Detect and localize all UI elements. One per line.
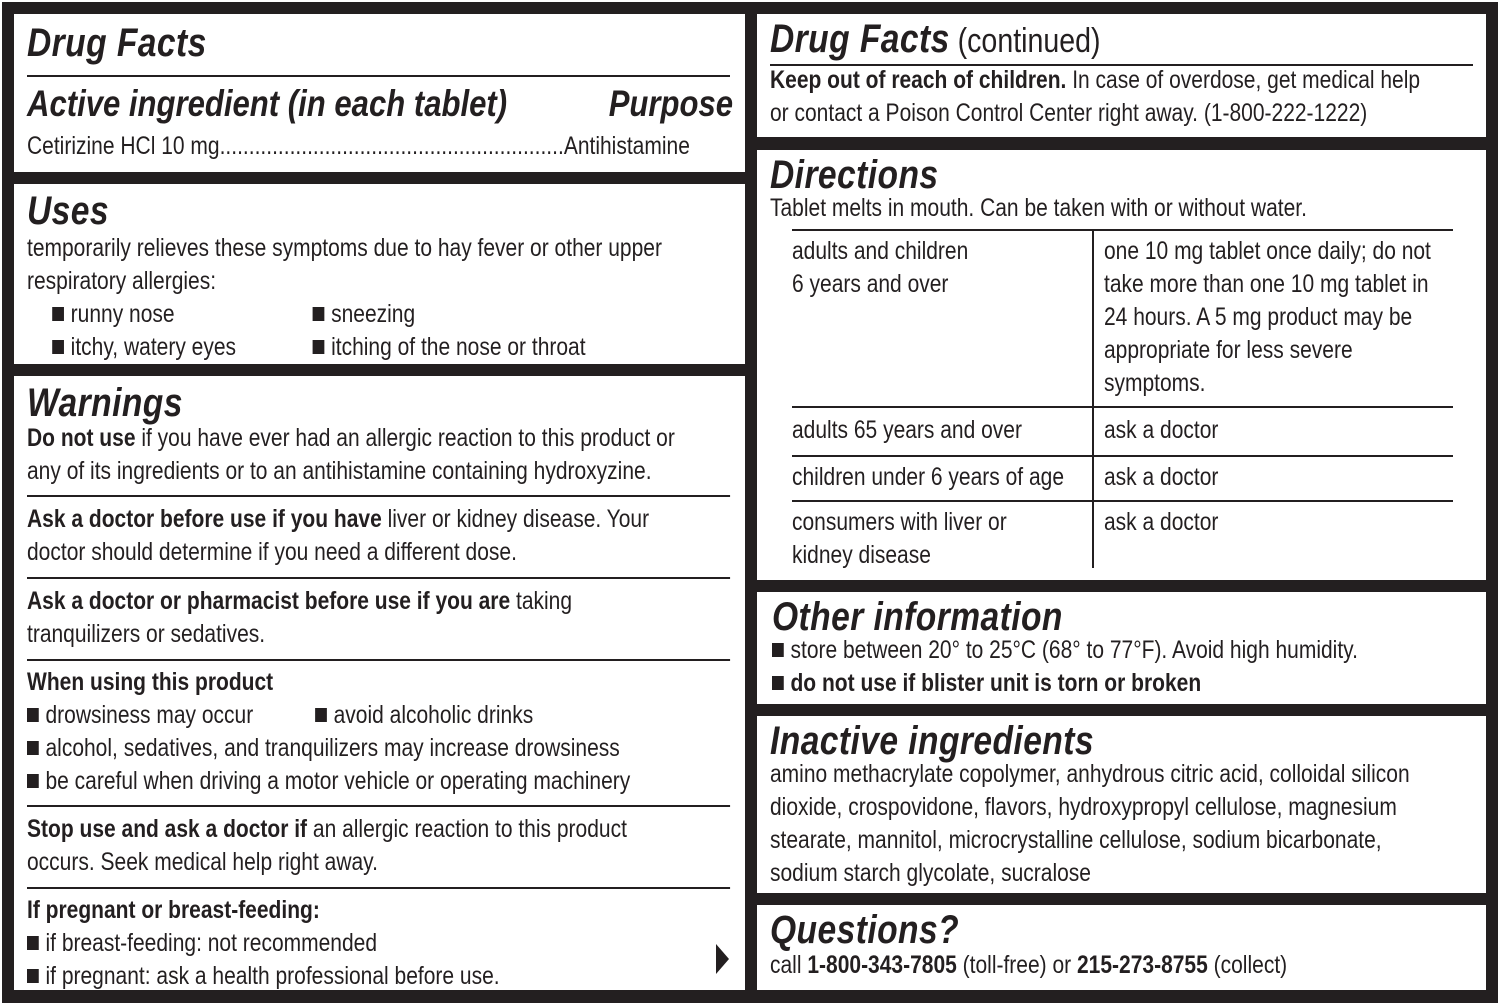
label-text [1094, 408, 1453, 455]
ingredient-name: Cetirizine HCl 10 mg [27, 132, 220, 160]
label-text [770, 905, 1287, 982]
uses-item [313, 298, 416, 331]
label-text: ask a doctor [1104, 463, 1219, 491]
label-text: appropriate for less severe [1104, 336, 1353, 364]
label-text [1104, 235, 1431, 400]
collect-phone[interactable]: 215-273-8755 [1077, 951, 1208, 979]
bullet-icon [313, 307, 325, 321]
bullet-icon [27, 936, 39, 950]
label-text: store between 20° to 25°C (68° to 77°F). Avoid high humidity. [790, 636, 1358, 664]
label-text: (toll-free) or [956, 951, 1078, 979]
divider [27, 887, 730, 889]
active-ingredient-heading: Active ingredient (in each tablet) [27, 83, 508, 124]
ingredient-purpose: Antihistamine [563, 132, 690, 160]
directions-heading: Directions [770, 153, 939, 197]
bullet-icon [27, 741, 39, 755]
label-text: Ask a doctor before use if you have [27, 505, 382, 533]
continued-title [770, 14, 1420, 64]
bullet-icon [313, 340, 325, 354]
keep-out-text [770, 64, 1420, 97]
when-using-item [27, 765, 730, 798]
pregnant-heading: If pregnant or breast-feeding: [27, 896, 320, 924]
label-text [792, 502, 1094, 568]
label-text: adults and children [792, 237, 969, 265]
table-row [792, 457, 1453, 502]
label-text [27, 378, 730, 990]
label-text: do not use if blister unit is torn or broken [790, 669, 1202, 697]
label-text: Stop use and ask a doctor if [27, 815, 308, 843]
uses-item [313, 331, 586, 364]
uses-item [52, 298, 312, 331]
label-text: adults 65 years and over [792, 416, 1022, 444]
label-text: children under 6 years of age [792, 463, 1065, 491]
bullet-icon [772, 643, 784, 657]
keep-out-text-2: or contact a Poison Control Center right away. (1-800-222-1222) [770, 99, 1368, 127]
label-text: if breast-feeding: not recommended [45, 929, 378, 957]
table-cell-who [792, 231, 1094, 406]
continue-arrow-icon [716, 944, 729, 974]
label-text: Do not use [27, 424, 136, 452]
ingredient-line [27, 130, 690, 163]
label-text: kidney disease [792, 541, 931, 569]
inactive-line: stearate, mannitol, microcrystalline cellulose, sodium bicarbonate, [770, 826, 1382, 854]
label-text: Drug Facts [770, 17, 950, 61]
label-text [770, 14, 1420, 130]
bullet-icon [52, 340, 64, 354]
inactive-ingredients-heading: Inactive ingredients [770, 719, 1094, 763]
continued-panel [757, 14, 1486, 137]
when-using-item [315, 699, 533, 732]
uses-item [52, 331, 312, 364]
label-text: Ask a doctor or pharmacist before use if you are [27, 587, 511, 615]
do-not-use-text-2: any of its ingredients or to an antihistamine containing hydroxyzine. [27, 457, 652, 485]
label-text: runny nose [70, 300, 175, 328]
label-text: alcohol, sedatives, and tranquilizers may increase drowsiness [45, 734, 620, 762]
when-using-item [27, 699, 315, 732]
table-row [792, 502, 1453, 568]
label-text [27, 699, 730, 732]
warnings-heading: Warnings [27, 381, 183, 425]
bullet-icon [315, 708, 327, 722]
questions-panel [757, 905, 1486, 990]
toll-free-phone[interactable]: 1-800-343-7805 [807, 951, 957, 979]
warnings-panel [14, 376, 745, 990]
questions-heading: Questions? [770, 908, 960, 952]
label-text: drowsiness may occur [45, 701, 254, 729]
questions-text [770, 949, 1287, 982]
directions-panel [757, 150, 1486, 580]
table-row [792, 408, 1453, 457]
label-text: sneezing [331, 300, 416, 328]
label-text: take more than one 10 mg tablet in [1104, 270, 1429, 298]
label-text: liver or kidney disease. Your [381, 505, 650, 533]
other-item [772, 634, 1358, 667]
divider [27, 577, 730, 579]
divider [27, 805, 730, 807]
bullet-icon [772, 676, 784, 690]
label-text [792, 506, 1007, 572]
label-text: if pregnant: ask a health professional before use. [45, 962, 500, 990]
bullet-icon [52, 307, 64, 321]
do-not-use-text [27, 422, 730, 455]
when-using-heading: When using this product [27, 668, 274, 696]
stop-use-text-2: occurs. Seek medical help right away. [27, 848, 378, 876]
leader-dots: ........................................................... [219, 132, 564, 160]
label-text [792, 235, 968, 301]
label-text: itching of the nose or throat [331, 333, 586, 361]
label-text: consumers with liver or [792, 508, 1007, 536]
stop-use-text [27, 813, 730, 846]
label-text: 24 hours. A 5 mg product may be [1104, 303, 1413, 331]
label-text: symptoms. [1104, 369, 1206, 397]
drug-facts-title: Drug Facts [27, 21, 207, 65]
uses-panel [14, 184, 745, 364]
table-cell-dose [1094, 231, 1453, 406]
bullet-icon [27, 708, 39, 722]
divider [27, 659, 730, 661]
pregnant-item [27, 960, 730, 990]
other-information-panel [757, 592, 1486, 704]
other-information-heading: Other information [772, 595, 1063, 639]
label-text [792, 457, 1094, 500]
label-text: ask a doctor [1104, 508, 1219, 536]
table-row [792, 231, 1453, 408]
inactive-line: dioxide, crospovidone, flavors, hydroxypropyl cellulose, magnesium [770, 793, 1397, 821]
label-text: ask a doctor [1104, 416, 1219, 444]
pregnant-item [27, 927, 730, 960]
label-text [27, 298, 662, 331]
bullet-icon [27, 774, 39, 788]
active-ingredient-panel [14, 14, 745, 172]
ask-pharmacist-text-2: tranquilizers or sedatives. [27, 620, 266, 648]
when-using-item [27, 732, 730, 765]
label-text: avoid alcoholic drinks [333, 701, 534, 729]
inactive-line: sodium starch glycolate, sucralose [770, 859, 1091, 887]
label-text: one 10 mg tablet once daily; do not [1104, 237, 1431, 265]
purpose-heading: Purpose [608, 83, 733, 124]
label-text: be careful when driving a motor vehicle or operating machinery [45, 767, 631, 795]
uses-intro-2: respiratory allergies: [27, 267, 217, 295]
label-text [27, 186, 662, 364]
ask-pharmacist-text [27, 585, 730, 618]
label-text [770, 716, 1410, 890]
inactive-ingredients-panel [757, 716, 1486, 893]
label-text [792, 408, 1094, 455]
label-text [770, 150, 1307, 225]
label-text: itchy, watery eyes [70, 333, 237, 361]
uses-heading: Uses [27, 189, 110, 233]
label-text: call [770, 951, 808, 979]
label-text [772, 592, 1358, 700]
label-text: 6 years and over [792, 270, 949, 298]
inactive-line: amino methacrylate copolymer, anhydrous citric acid, colloidal silicon [770, 760, 1410, 788]
other-item [772, 667, 1358, 700]
uses-intro: temporarily relieves these symptoms due to hay fever or other upper [27, 234, 662, 262]
bullet-icon [27, 969, 39, 983]
ask-doctor-text [27, 503, 730, 536]
divider [27, 75, 730, 77]
divider [27, 495, 730, 497]
label-text: taking [510, 587, 573, 615]
label-text: Keep out of reach of children. [770, 66, 1067, 94]
label-text [27, 331, 662, 364]
label-text [1094, 502, 1453, 568]
label-text: In case of overdose, get medical help [1066, 66, 1421, 94]
ask-doctor-text-2: doctor should determine if you need a different dose. [27, 538, 517, 566]
label-text: if you have ever had an allergic reaction to this product or [135, 424, 675, 452]
label-text [1094, 457, 1453, 500]
directions-table [792, 229, 1453, 568]
label-text: an allergic reaction to this product [307, 815, 627, 843]
divider [770, 64, 1473, 66]
directions-intro: Tablet melts in mouth. Can be taken with or without water. [770, 194, 1307, 222]
label-text: (collect) [1207, 951, 1288, 979]
label-text: (continued) [949, 22, 1101, 60]
